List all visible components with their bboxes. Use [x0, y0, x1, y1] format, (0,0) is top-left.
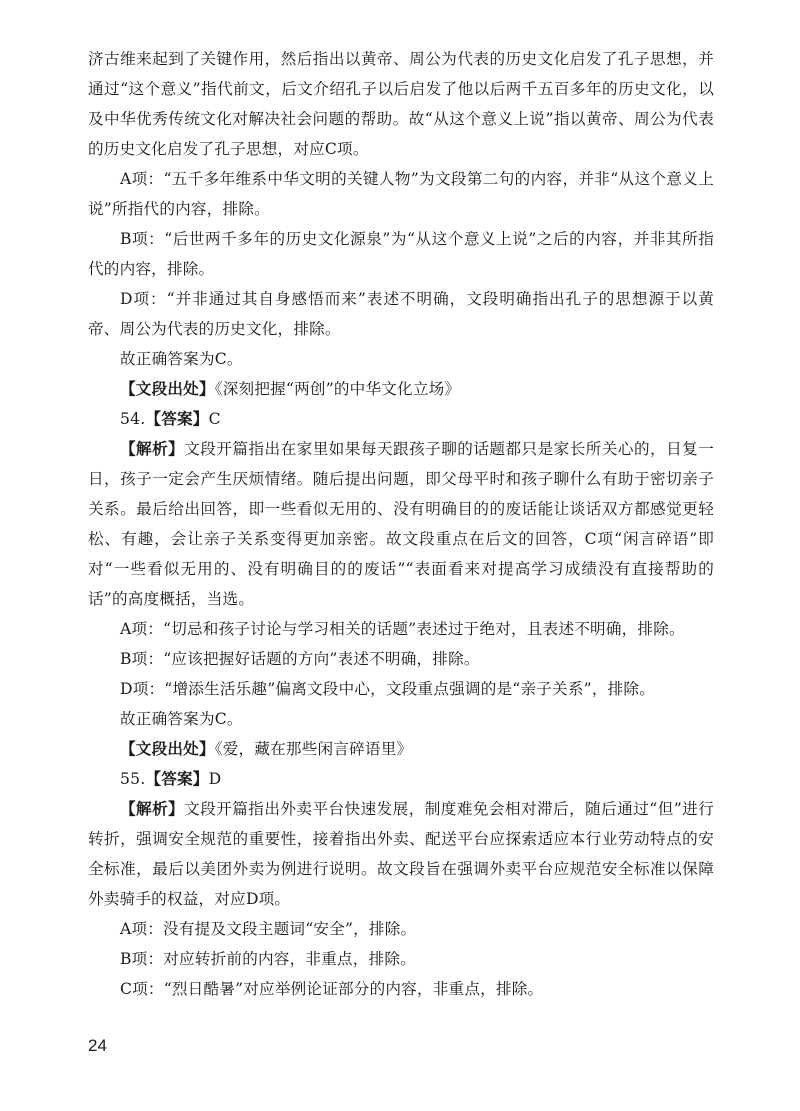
- section-text: 《深刻把握“两创”的中华文化立场》: [214, 380, 461, 398]
- section-text: 文段开篇指出外卖平台快速发展，制度难免会相对滞后，随后通过“但”进行转折，强调安全规范的重要性，接着指出外卖、配送平台应探索适应本行业劳动特点的安全标准，最后以美团外卖为例进行说明。故文段旨在强调外卖平台应规范安全标准以保障外卖骑手的权益，对应D项。: [88, 800, 714, 908]
- answer-label: 【答案】: [145, 769, 209, 788]
- answer-line: [88, 764, 714, 794]
- labeled-paragraph: [88, 434, 714, 614]
- paragraph: 故正确答案为C。: [120, 710, 243, 728]
- paragraph: C项：“烈日酷暑”对应举例论证部分的内容，非重点，排除。: [120, 980, 544, 998]
- paragraph: D项：“并非通过其自身感悟而来”表述不明确，文段明确指出孔子的思想源于以黄帝、周公为代表的历史文化，排除。: [88, 290, 714, 338]
- page-number: 24: [88, 1036, 107, 1055]
- question-number: 54.: [120, 410, 146, 428]
- labeled-paragraph: [88, 374, 714, 404]
- paragraph: D项：“增添生活乐趣”偏离文段中心，文段重点强调的是“亲子关系”，排除。: [120, 680, 655, 698]
- section-label: 【解析】: [120, 799, 185, 818]
- answer-label: 【答案】: [145, 409, 209, 428]
- paragraph: 济古维来起到了关键作用，然后指出以黄帝、周公为代表的历史文化启发了孔子思想，并通过“这个意义”指代前文，后文介绍孔子以后启发了他以后两千五百多年的历史文化，以及中华优秀传统文化对解决社会问题的帮助。故“从这个意义上说”指以黄帝、周公为代表的历史文化启发了孔子思想，对应C项。: [88, 50, 714, 158]
- paragraph: A项：没有提及文段主题词“安全”，排除。: [120, 920, 417, 938]
- labeled-paragraph: [88, 734, 714, 764]
- answer-value: D: [208, 770, 222, 788]
- question-number: 55.: [120, 770, 146, 788]
- section-text: 《爱，藏在那些闲言碎语里》: [214, 740, 413, 758]
- labeled-paragraph: [88, 794, 714, 914]
- paragraph: A项：“切忌和孩子讨论与学习相关的话题”表述过于绝对，且表述不明确，排除。: [120, 620, 685, 638]
- answer-value: C: [208, 410, 221, 428]
- page-body: [88, 44, 714, 1004]
- paragraph: B项：对应转折前的内容，非重点，排除。: [120, 950, 416, 968]
- section-label: 【文段出处】: [120, 739, 215, 758]
- section-label: 【解析】: [120, 439, 185, 458]
- answer-line: [88, 404, 714, 434]
- paragraph: B项：“后世两千多年的历史文化源泉”为“从这个意义上说”之后的内容，并非其所指代的内容，排除。: [88, 230, 714, 278]
- paragraph: A项：“五千多年维系中华文明的关键人物”为文段第二句的内容，并非“从这个意义上说”所指代的内容，排除。: [88, 170, 714, 218]
- paragraph: B项：“应该把握好话题的方向”表述不明确，排除。: [120, 650, 480, 668]
- section-text: 文段开篇指出在家里如果每天跟孩子聊的话题都只是家长所关心的，日复一日，孩子一定会产生厌烦情绪。随后提出问题，即父母平时和孩子聊什么有助于密切亲子关系。最后给出回答，即一些看似无用的、没有明确目的的废话能让谈话双方都感觉更轻松、有趣，会让亲子关系变得更加亲密。故文段重点在后文的回答，C项“闲言碎语”即对“一些看似无用的、没有明确目的的废话”“表面看来对提高学习成绩没有直接帮助的话”的高度概括，当选。: [88, 440, 714, 608]
- section-label: 【文段出处】: [120, 379, 215, 398]
- paragraph: 故正确答案为C。: [120, 350, 243, 368]
